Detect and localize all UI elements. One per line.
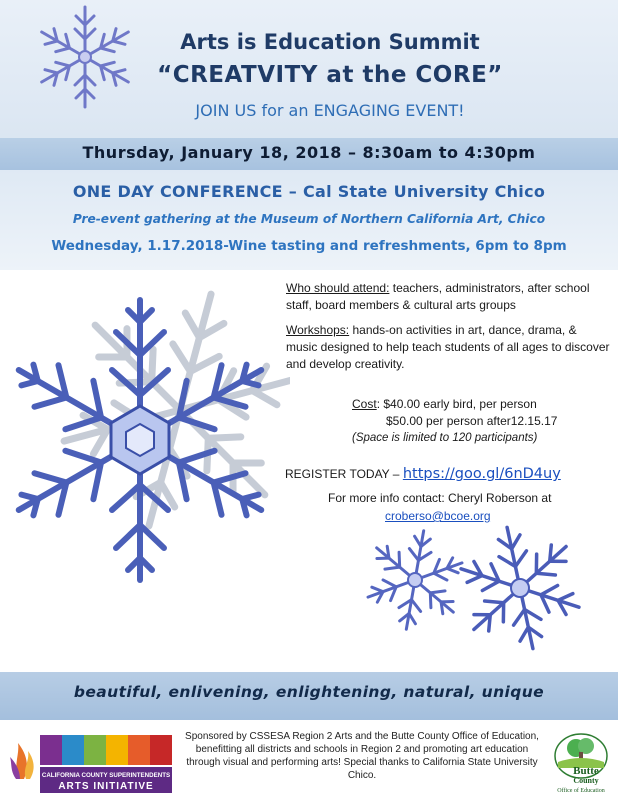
contact-info: For more info contact: Cheryl Roberson at: [328, 491, 552, 505]
attend-text: teachers, administrators, after school staff, board members & cultural arts groups: [286, 281, 590, 312]
butte-county-logo: [548, 728, 614, 796]
cost-line1: : $40.00 early bird, per person: [376, 397, 537, 411]
join-us-heading: JOIN US for an ENGAGING EVENT!: [195, 101, 465, 120]
cost-note: (Space is limited to 120 participants): [352, 432, 538, 444]
butte-logo-line2: County: [573, 776, 599, 785]
cost-line2: $50.00 per person after12.15.17: [386, 414, 558, 428]
snowflake-icon: [30, 2, 140, 112]
attend-label: Who should attend:: [286, 281, 390, 295]
who-should-attend: [286, 280, 611, 314]
ccsesa-logo: [6, 727, 176, 795]
wednesday-info: Wednesday, 1.17.2018-Wine tasting and refreshments, 6pm to 8pm: [51, 238, 567, 254]
event-date: Thursday, January 18, 2018 – 8:30am to 4:30pm: [82, 143, 536, 162]
summit-theme: “CREATVITY at the CORE”: [157, 62, 503, 88]
ccsesa-logo-line1: CALIFORNIA COUNTY SUPERINTENDENTS: [41, 772, 171, 779]
workshops-label: Workshops:: [286, 323, 350, 337]
cost-info: [352, 396, 602, 447]
pre-event-info: Pre-event gathering at the Museum of Northern California Art, Chico: [72, 212, 546, 226]
snowflake-icon: [450, 518, 590, 658]
workshops-text: hands-on activities in art, dance, drama, & music designed to help teach students of all ages to discover and develop creativity.: [286, 323, 610, 371]
register-line: [285, 466, 615, 483]
register-label: REGISTER TODAY –: [285, 467, 403, 481]
ccsesa-logo-line2: ARTS INITIATIVE: [58, 781, 154, 792]
register-link[interactable]: https://goo.gl/6nD4uy: [402, 466, 561, 482]
workshops: [286, 322, 611, 373]
butte-logo-line3: Office of Education: [557, 788, 605, 794]
conference-heading: ONE DAY CONFERENCE – Cal State University Chico: [72, 182, 546, 201]
sponsor-text: Sponsored by CSSESA Region 2 Arts and the Butte County Office of Education, benefitting all districts and schools in Region 2 and promoting art education through visual and performing arts! Special thanks to California State University Chico.: [185, 731, 539, 781]
snowflake-icon: [0, 255, 290, 625]
contact-email-link[interactable]: croberso@bcoe.org: [385, 509, 491, 523]
tagline: beautiful, enlivening, enlightening, natural, unique: [73, 683, 545, 701]
summit-title: Arts is Education Summit: [180, 30, 480, 54]
cost-label: Cost: [352, 397, 377, 411]
butte-logo-line1: Butte: [573, 765, 599, 777]
